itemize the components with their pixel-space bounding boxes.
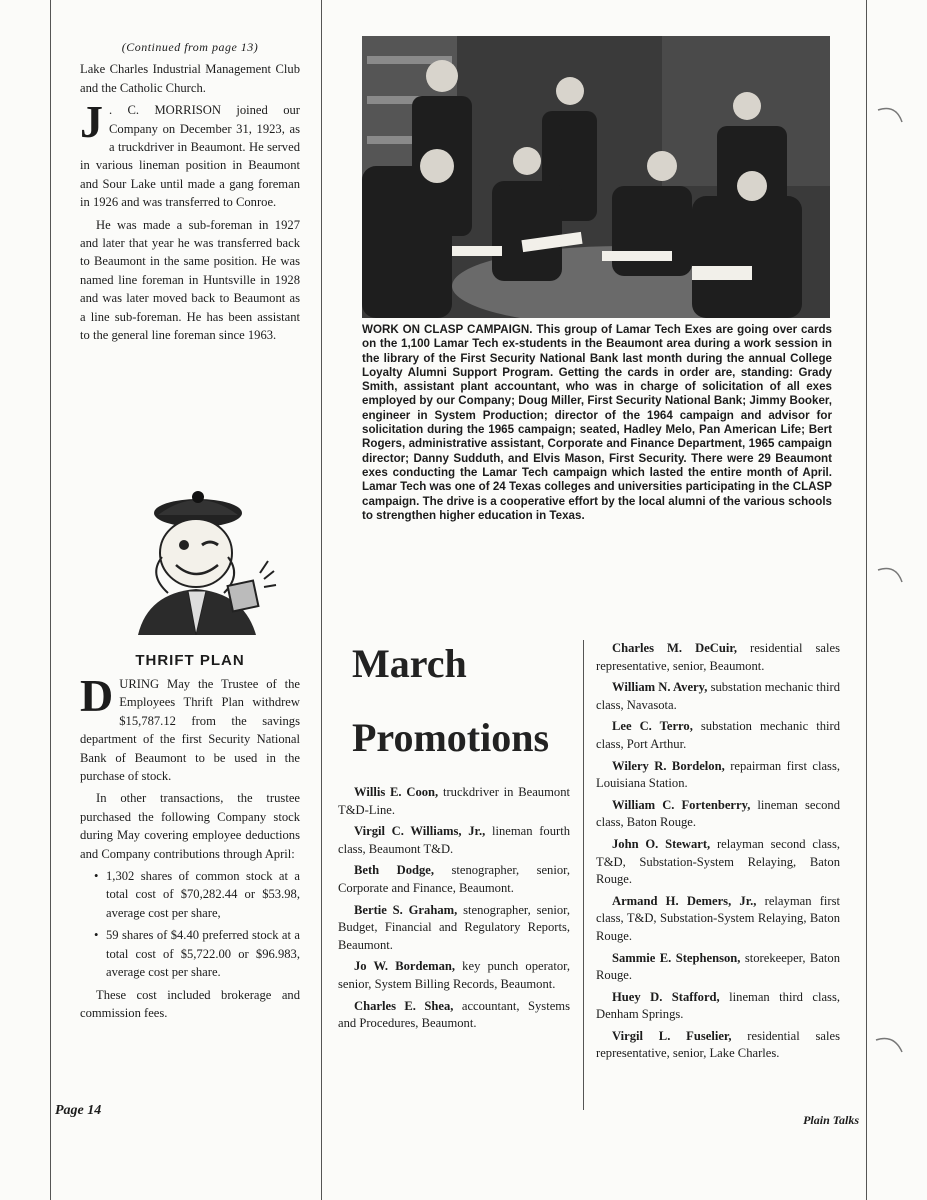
promotion-detail: stenographer, senior, Budget, Financial and Regulatory Reports, Beaumont. bbox=[338, 902, 570, 952]
list-item bbox=[338, 784, 570, 819]
promotion-detail: key punch operator, senior, System Billing Records, Beaumont. bbox=[338, 959, 570, 991]
list-item: • 1,302 shares of common stock at a total cost of $70,282.44 or $53.98, average cost per share, bbox=[94, 867, 300, 922]
promotion-detail: lineman fourth class, Beaumont T&D. bbox=[338, 824, 570, 856]
thrift-paragraph-3: These cost included brokerage and commission fees. bbox=[80, 987, 300, 1020]
list-item bbox=[596, 893, 840, 946]
morrison-paragraph-2: He was made a sub-foreman in 1927 and later that year he was transferred back to Beaumont in the same position. He was named line foreman in Huntsville in 1928 and was later moved back to Beaumont as a line sub-foreman. He has been assistant to the general line foreman since 1963. bbox=[80, 217, 300, 343]
employee-name: Sammie E. Stephenson, bbox=[612, 950, 741, 965]
thrift-plan-heading: THRIFT PLAN bbox=[135, 652, 245, 669]
page-number: Page 14 bbox=[55, 1103, 102, 1118]
thrift-paragraph-1 bbox=[80, 670, 300, 785]
margin-binding-marks-lower bbox=[870, 560, 910, 1060]
column-rule-right bbox=[866, 0, 867, 1200]
employee-name: Wilery R. Bordelon, bbox=[612, 758, 725, 773]
thrift-cartoon-illustration bbox=[118, 465, 278, 635]
stock-purchase-list bbox=[80, 867, 300, 981]
employee-name: Charles E. Shea, bbox=[354, 998, 454, 1013]
promotion-detail: truckdriver in Beaumont T&D-Line. bbox=[338, 785, 570, 817]
list-item: • 59 shares of $4.40 preferred stock at a total cost of $5,722.00 or $96.983, average cost per share. bbox=[94, 926, 300, 981]
drop-cap: D bbox=[80, 670, 114, 721]
continued-note: (Continued from page 13) bbox=[121, 40, 259, 54]
morrison-paragraph bbox=[80, 96, 300, 211]
list-item bbox=[596, 989, 840, 1024]
margin-binding-marks bbox=[870, 100, 910, 380]
thrift-text: URING May the Trustee of the Employees Thrift Plan withdrew $15,787.12 from the savings department of the first Security National Bank of Beaumont to be used in the purchase of stock. bbox=[80, 677, 300, 784]
list-item bbox=[596, 718, 840, 753]
list-item bbox=[338, 823, 570, 858]
column-rule-inner bbox=[583, 640, 584, 1110]
list-item bbox=[596, 640, 840, 675]
list-item bbox=[596, 758, 840, 793]
promotion-detail: lineman second class, Baton Rouge. bbox=[596, 797, 840, 830]
promotion-detail: substation mechanic third class, Navasota. bbox=[596, 680, 840, 712]
employee-name: Huey D. Stafford, bbox=[612, 989, 720, 1004]
thrift-paragraph-2: In other transactions, the trustee purchased the following Company stock during May covering employee deductions and Company contributions through April: bbox=[80, 791, 300, 861]
list-item bbox=[338, 862, 570, 897]
promotions-list-right bbox=[596, 640, 840, 1067]
promotion-detail: repairman first class, Louisiana Station. bbox=[596, 758, 840, 791]
promotion-detail: accountant, Systems and Procedures, Beaumont. bbox=[338, 998, 570, 1031]
column-rule-middle bbox=[321, 0, 322, 1200]
promotion-detail: substation mechanic third class, Port Arthur. bbox=[596, 719, 841, 751]
promotion-detail: relayman second class, T&D, Substation-System Relaying, Baton Rouge. bbox=[596, 836, 840, 887]
list-item bbox=[596, 679, 840, 714]
intro-paragraph: Lake Charles Industrial Management Club and the Catholic Church. bbox=[80, 62, 300, 95]
promotion-detail: residential sales representative, senior, Beaumont. bbox=[596, 641, 840, 673]
promotions-list-left bbox=[338, 784, 570, 1037]
clasp-campaign-photo bbox=[362, 36, 830, 318]
photo-caption: WORK ON CLASP CAMPAIGN. This group of Lamar Tech Exes are going over cards on the 1,100 Lamar Tech ex-students in the Beaumont area during a work session in the library of the First Security National Bank last month during the annual College Loyalty Alumni Support Program. Getting the cards in order are, standing: Grady Smith, assistant plant accountant, who was in charge of solicitation of all exes employed by our Company; Doug Miller, First Security National Bank; Jimmy Booker, engineer in System Production; director of the 1964 campaign and advisor for solicitation during the 1965 campaign; seated, Hadley Melo, Pan American Life; Bert Rogers, administrative assistant, Corporate and Finance Department, 1965 campaign director; Danny Sudduth, and Elvis Mason, First Security. There were 29 Beaumont exes conducting the Lamar Tech campaign which lasted the entire month of April. Lamar Tech was one of 24 Texas colleges and universities participating in the CLASP campaign. The drive is a cooperative effort by the local alumni of the various schools to strengthen higher education in Texas. bbox=[362, 323, 832, 522]
list-item bbox=[596, 950, 840, 985]
employee-name: Lee C. Terro, bbox=[612, 719, 693, 734]
employee-name: Virgil L. Fuselier, bbox=[612, 1028, 732, 1043]
headline-promotions: Promotions bbox=[352, 715, 550, 760]
employee-name: John O. Stewart, bbox=[612, 836, 711, 851]
promotion-detail: stenographer, senior, Corporate and Finance, Beaumont. bbox=[338, 863, 570, 895]
headline-march: March bbox=[352, 641, 467, 686]
publication-name: Plain Talks bbox=[803, 1113, 859, 1127]
employee-name: Charles M. DeCuir, bbox=[612, 641, 737, 655]
morrison-text: . C. MORRISON joined our Company on December 31, 1923, as a truckdriver in Beaumont. He served in various lineman position in Beaumont and Sour Lake until made a gang foreman in 1926 and was transferred to Conroe. bbox=[80, 103, 300, 210]
list-item bbox=[338, 958, 570, 993]
employee-name: Willis E. Coon, bbox=[354, 785, 439, 799]
employee-name: William N. Avery, bbox=[612, 680, 708, 695]
column-rule-left bbox=[50, 0, 51, 1200]
morrison-article bbox=[80, 38, 300, 349]
list-item bbox=[338, 902, 570, 955]
employee-name: William C. Fortenberry, bbox=[612, 797, 751, 812]
employee-name: Jo W. Bordeman, bbox=[354, 959, 456, 974]
promotion-detail: relayman first class, T&D, Substation-System Relaying, Baton Rouge. bbox=[596, 893, 840, 943]
list-item bbox=[596, 1028, 840, 1063]
promotion-detail: residential sales representative, senior, Lake Charles. bbox=[596, 1028, 841, 1061]
thrift-plan-article bbox=[80, 670, 300, 1026]
drop-cap: J bbox=[80, 96, 103, 148]
employee-name: Bertie S. Graham, bbox=[354, 902, 458, 917]
employee-name: Armand H. Demers, Jr., bbox=[612, 893, 757, 908]
employee-name: Virgil C. Williams, Jr., bbox=[354, 824, 486, 839]
list-item bbox=[338, 998, 570, 1033]
promotion-detail: lineman third class, Denham Springs. bbox=[596, 989, 840, 1022]
list-item bbox=[596, 836, 840, 889]
promotion-detail: storekeeper, Baton Rouge. bbox=[596, 950, 840, 983]
employee-name: Beth Dodge, bbox=[354, 863, 435, 878]
list-item bbox=[596, 797, 840, 832]
